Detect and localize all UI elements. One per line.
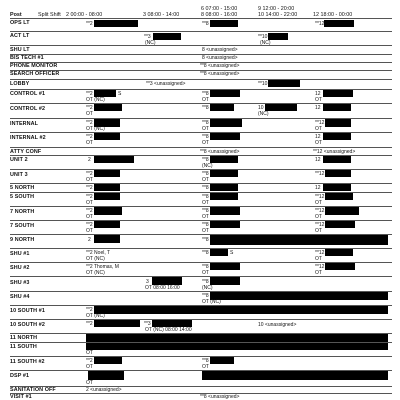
cell: OT bbox=[202, 97, 209, 103]
cell: **8 bbox=[202, 171, 209, 177]
redaction bbox=[86, 343, 388, 350]
post-label: ACT LT bbox=[10, 33, 30, 39]
redaction bbox=[210, 277, 240, 285]
cell: OT (NC) bbox=[86, 313, 105, 319]
cell: OT 08:00 16:00 bbox=[145, 285, 180, 291]
redaction bbox=[325, 263, 355, 270]
redaction bbox=[325, 193, 353, 200]
cell: OT (NC) bbox=[86, 126, 105, 132]
row-divider bbox=[10, 45, 392, 46]
redaction bbox=[94, 357, 122, 364]
col-shift-8: 8 08:00 - 16:00 bbox=[201, 12, 238, 18]
cell: OT bbox=[202, 140, 209, 146]
post-label: 10 SOUTH #2 bbox=[10, 322, 45, 328]
redaction bbox=[94, 184, 120, 191]
cell: S bbox=[230, 250, 234, 256]
post-label: ATTY CONF bbox=[10, 149, 42, 155]
redaction bbox=[325, 221, 355, 228]
cell: OT bbox=[86, 214, 93, 220]
cell: 12 bbox=[315, 105, 321, 111]
post-label: 5 NORTH bbox=[10, 185, 35, 191]
cell: OT bbox=[86, 177, 93, 183]
row-divider bbox=[10, 276, 392, 277]
post-label: 5 SOUTH bbox=[10, 194, 35, 200]
redaction bbox=[323, 133, 351, 140]
cell: **8 bbox=[202, 250, 209, 256]
redaction bbox=[210, 207, 240, 215]
cell: OT bbox=[202, 177, 209, 183]
cell: **8 bbox=[202, 185, 209, 191]
cell: OT bbox=[315, 270, 322, 276]
cell: OT bbox=[315, 256, 322, 262]
post-label: CONTROL #1 bbox=[10, 91, 46, 97]
cell: S bbox=[118, 91, 122, 97]
cell: **8 bbox=[202, 91, 209, 97]
cell: **12 <unassigned> bbox=[313, 149, 356, 155]
cell: (NC) bbox=[202, 285, 213, 291]
redaction bbox=[210, 193, 238, 200]
cell: **8 bbox=[202, 222, 209, 228]
cell: **2 bbox=[86, 105, 93, 111]
cell: **8 bbox=[202, 237, 209, 243]
cell: OT bbox=[202, 200, 209, 206]
row-divider bbox=[10, 79, 392, 80]
cell: 12 bbox=[315, 134, 321, 140]
redaction bbox=[265, 104, 297, 111]
col-split-shift: Split Shift bbox=[38, 12, 61, 18]
row-divider bbox=[10, 356, 392, 357]
cell: OT bbox=[315, 140, 322, 146]
cell: OT bbox=[202, 270, 209, 276]
cell: **3 bbox=[144, 321, 151, 327]
redaction bbox=[210, 263, 240, 270]
cell: 2 bbox=[88, 237, 91, 243]
redaction bbox=[323, 90, 353, 97]
row-divider bbox=[10, 18, 392, 19]
post-label: 9 NORTH bbox=[10, 237, 35, 243]
cell: 8 <unassigned> bbox=[202, 55, 238, 61]
cell: OT bbox=[202, 364, 209, 370]
redaction bbox=[210, 292, 388, 300]
post-label: SHU #4 bbox=[10, 294, 30, 300]
cell: OT bbox=[86, 140, 93, 146]
post-label: SEARCH OFFICER bbox=[10, 71, 60, 77]
redaction bbox=[210, 235, 388, 245]
cell: **8 bbox=[202, 194, 209, 200]
post-label: 10 SOUTH #1 bbox=[10, 308, 45, 314]
post-label: 7 SOUTH bbox=[10, 223, 35, 229]
redaction bbox=[94, 90, 116, 97]
cell: **2 bbox=[86, 307, 93, 313]
cell: **2 bbox=[86, 358, 93, 364]
col-shift-2: 2 00:00 - 08:00 bbox=[66, 12, 103, 18]
col-shift-9: 9 12:00 - 20:00 bbox=[258, 6, 295, 12]
cell: **3 <unassigned> bbox=[146, 81, 186, 87]
post-label: 11 SOUTH #2 bbox=[10, 359, 45, 365]
redaction bbox=[325, 170, 351, 177]
redaction bbox=[210, 156, 238, 163]
cell: 8 <unassigned> bbox=[202, 47, 238, 53]
cell: OT bbox=[315, 214, 322, 220]
redaction bbox=[324, 20, 354, 27]
post-label: UNIT 3 bbox=[10, 172, 28, 178]
redaction bbox=[210, 184, 238, 191]
redaction bbox=[323, 184, 351, 191]
cell: **8 bbox=[202, 105, 209, 111]
cell: 12 bbox=[315, 91, 321, 97]
cell: **8 bbox=[202, 279, 209, 285]
redaction bbox=[94, 320, 140, 327]
redaction bbox=[94, 235, 120, 243]
redaction bbox=[86, 334, 388, 342]
cell: OT bbox=[86, 111, 93, 117]
cell: OT bbox=[315, 200, 322, 206]
cell: **2 bbox=[86, 222, 93, 228]
cell: (NC) bbox=[145, 40, 156, 46]
redaction bbox=[210, 133, 240, 140]
redaction bbox=[325, 249, 353, 256]
cell: **2 bbox=[86, 185, 93, 191]
cell: OT bbox=[315, 228, 322, 234]
post-label: SHU #1 bbox=[10, 251, 30, 257]
post-label: OPS LT bbox=[10, 20, 30, 26]
post-label: DSP #1 bbox=[10, 373, 30, 379]
cell: **8 bbox=[202, 264, 209, 270]
cell: **12 bbox=[315, 222, 325, 228]
cell: **8 bbox=[202, 358, 209, 364]
redaction bbox=[325, 207, 359, 215]
redaction bbox=[268, 33, 288, 40]
cell: **8 <unassigned> bbox=[200, 71, 240, 77]
cell: OT bbox=[86, 200, 93, 206]
cell: **2 bbox=[86, 134, 93, 140]
cell: OT bbox=[86, 350, 93, 356]
cell: 12 bbox=[315, 185, 321, 191]
cell: **2 bbox=[86, 171, 93, 177]
cell: **2 bbox=[86, 120, 93, 126]
cell: OT (NC) bbox=[86, 256, 105, 262]
cell: **3 bbox=[144, 34, 151, 40]
redaction bbox=[153, 33, 181, 40]
redaction bbox=[94, 156, 134, 163]
redaction bbox=[210, 221, 240, 228]
redaction bbox=[94, 20, 138, 27]
redaction bbox=[152, 277, 182, 285]
cell: 10 <unassigned> bbox=[258, 322, 297, 328]
cell: 2 <unassigned> bbox=[86, 387, 122, 393]
redaction bbox=[94, 133, 120, 140]
cell: OT bbox=[315, 97, 322, 103]
redaction bbox=[325, 119, 351, 127]
cell: OT bbox=[86, 380, 93, 386]
cell: **12 bbox=[315, 120, 325, 126]
cell: (NC) bbox=[260, 40, 271, 46]
cell: OT bbox=[202, 214, 209, 220]
cell: **2 bbox=[86, 21, 93, 27]
cell: **12 bbox=[315, 171, 325, 177]
post-label: 11 NORTH bbox=[10, 335, 38, 341]
cell: **12 bbox=[315, 194, 325, 200]
redaction bbox=[210, 170, 238, 177]
cell: **8 bbox=[202, 134, 209, 140]
cell: 12 bbox=[315, 157, 321, 163]
post-label: 7 NORTH bbox=[10, 209, 35, 215]
cell: **2 Noel, T bbox=[86, 250, 111, 256]
post-label: INTERNAL bbox=[10, 121, 39, 127]
col-shift-6: 6 07:00 - 15:00 bbox=[201, 6, 238, 12]
cell: 10 bbox=[258, 105, 264, 111]
redaction bbox=[152, 320, 192, 327]
cell: OT (NC) 08:00 14:00 bbox=[145, 327, 192, 333]
cell: OT bbox=[86, 364, 93, 370]
redaction bbox=[210, 90, 240, 97]
redaction bbox=[94, 170, 120, 177]
post-label: SHU LT bbox=[10, 47, 30, 53]
redaction bbox=[94, 221, 120, 228]
post-label: VISIT #1 bbox=[10, 394, 32, 400]
row-divider bbox=[10, 54, 392, 55]
redaction bbox=[210, 249, 228, 256]
redaction bbox=[94, 207, 122, 215]
post-label: SANITATION OFF bbox=[10, 387, 56, 393]
cell: **2 bbox=[86, 194, 93, 200]
cell: **12 bbox=[315, 21, 325, 27]
redaction bbox=[202, 371, 388, 380]
cell: **12 bbox=[315, 264, 325, 270]
cell: OT (NC) bbox=[86, 270, 105, 276]
cell: OT bbox=[315, 126, 322, 132]
redaction bbox=[210, 104, 234, 111]
redaction bbox=[88, 371, 124, 380]
redaction bbox=[268, 80, 300, 87]
cell: **12 bbox=[315, 250, 325, 256]
cell: OT bbox=[202, 228, 209, 234]
cell: **8 <unassigned> bbox=[200, 149, 240, 155]
cell: **8 bbox=[202, 157, 209, 163]
col-shift-10: 10 14:00 - 22:00 bbox=[258, 12, 298, 18]
redaction bbox=[210, 20, 238, 27]
redaction bbox=[323, 156, 351, 163]
post-label: LOBBY bbox=[10, 81, 30, 87]
post-label: BIS TECH #1 bbox=[10, 55, 44, 61]
cell: **10 bbox=[258, 34, 268, 40]
cell: **2 bbox=[86, 91, 93, 97]
post-label: 11 SOUTH bbox=[10, 344, 37, 350]
post-label: SHU #3 bbox=[10, 280, 30, 286]
redaction bbox=[323, 104, 351, 111]
post-label: CONTROL #2 bbox=[10, 106, 46, 112]
redaction bbox=[210, 119, 242, 127]
redaction bbox=[210, 357, 234, 364]
redaction bbox=[94, 193, 120, 200]
redaction bbox=[94, 306, 388, 314]
post-label: INTERNAL #2 bbox=[10, 135, 46, 141]
redaction bbox=[94, 104, 122, 111]
cell: 2 bbox=[88, 157, 91, 163]
cell: **10 bbox=[258, 81, 268, 87]
post-label: PHONE MONITOR bbox=[10, 63, 58, 69]
row-divider bbox=[10, 147, 392, 148]
col-shift-12: 12 18:00 - 00:00 bbox=[313, 12, 353, 18]
cell: OT bbox=[86, 228, 93, 234]
post-label: UNIT 2 bbox=[10, 157, 28, 163]
cell: **2 bbox=[86, 321, 93, 327]
post-label: SHU #2 bbox=[10, 265, 30, 271]
row-divider bbox=[10, 319, 392, 320]
cell: **8 <unassigned> bbox=[200, 394, 240, 400]
cell: **8 bbox=[202, 293, 209, 299]
cell: **2 bbox=[86, 208, 93, 214]
row-divider bbox=[10, 31, 392, 32]
cell: (NC) bbox=[202, 163, 213, 169]
cell: 3 bbox=[146, 279, 149, 285]
cell: OT (NC) bbox=[86, 97, 105, 103]
cell: **8 bbox=[202, 208, 209, 214]
col-post: Post bbox=[10, 12, 22, 18]
cell: **2 Thomas, M bbox=[86, 264, 119, 270]
cell: OT bbox=[202, 126, 209, 132]
cell: **8 <unassigned> bbox=[200, 63, 240, 69]
cell: **8 bbox=[202, 120, 209, 126]
cell: **8 bbox=[202, 21, 209, 27]
col-shift-3: 3 08:00 - 14:00 bbox=[143, 12, 180, 18]
row-divider bbox=[10, 386, 392, 387]
cell: **12 bbox=[315, 208, 325, 214]
cell: OT (NC) bbox=[202, 299, 221, 305]
cell: (NC) bbox=[258, 111, 269, 117]
